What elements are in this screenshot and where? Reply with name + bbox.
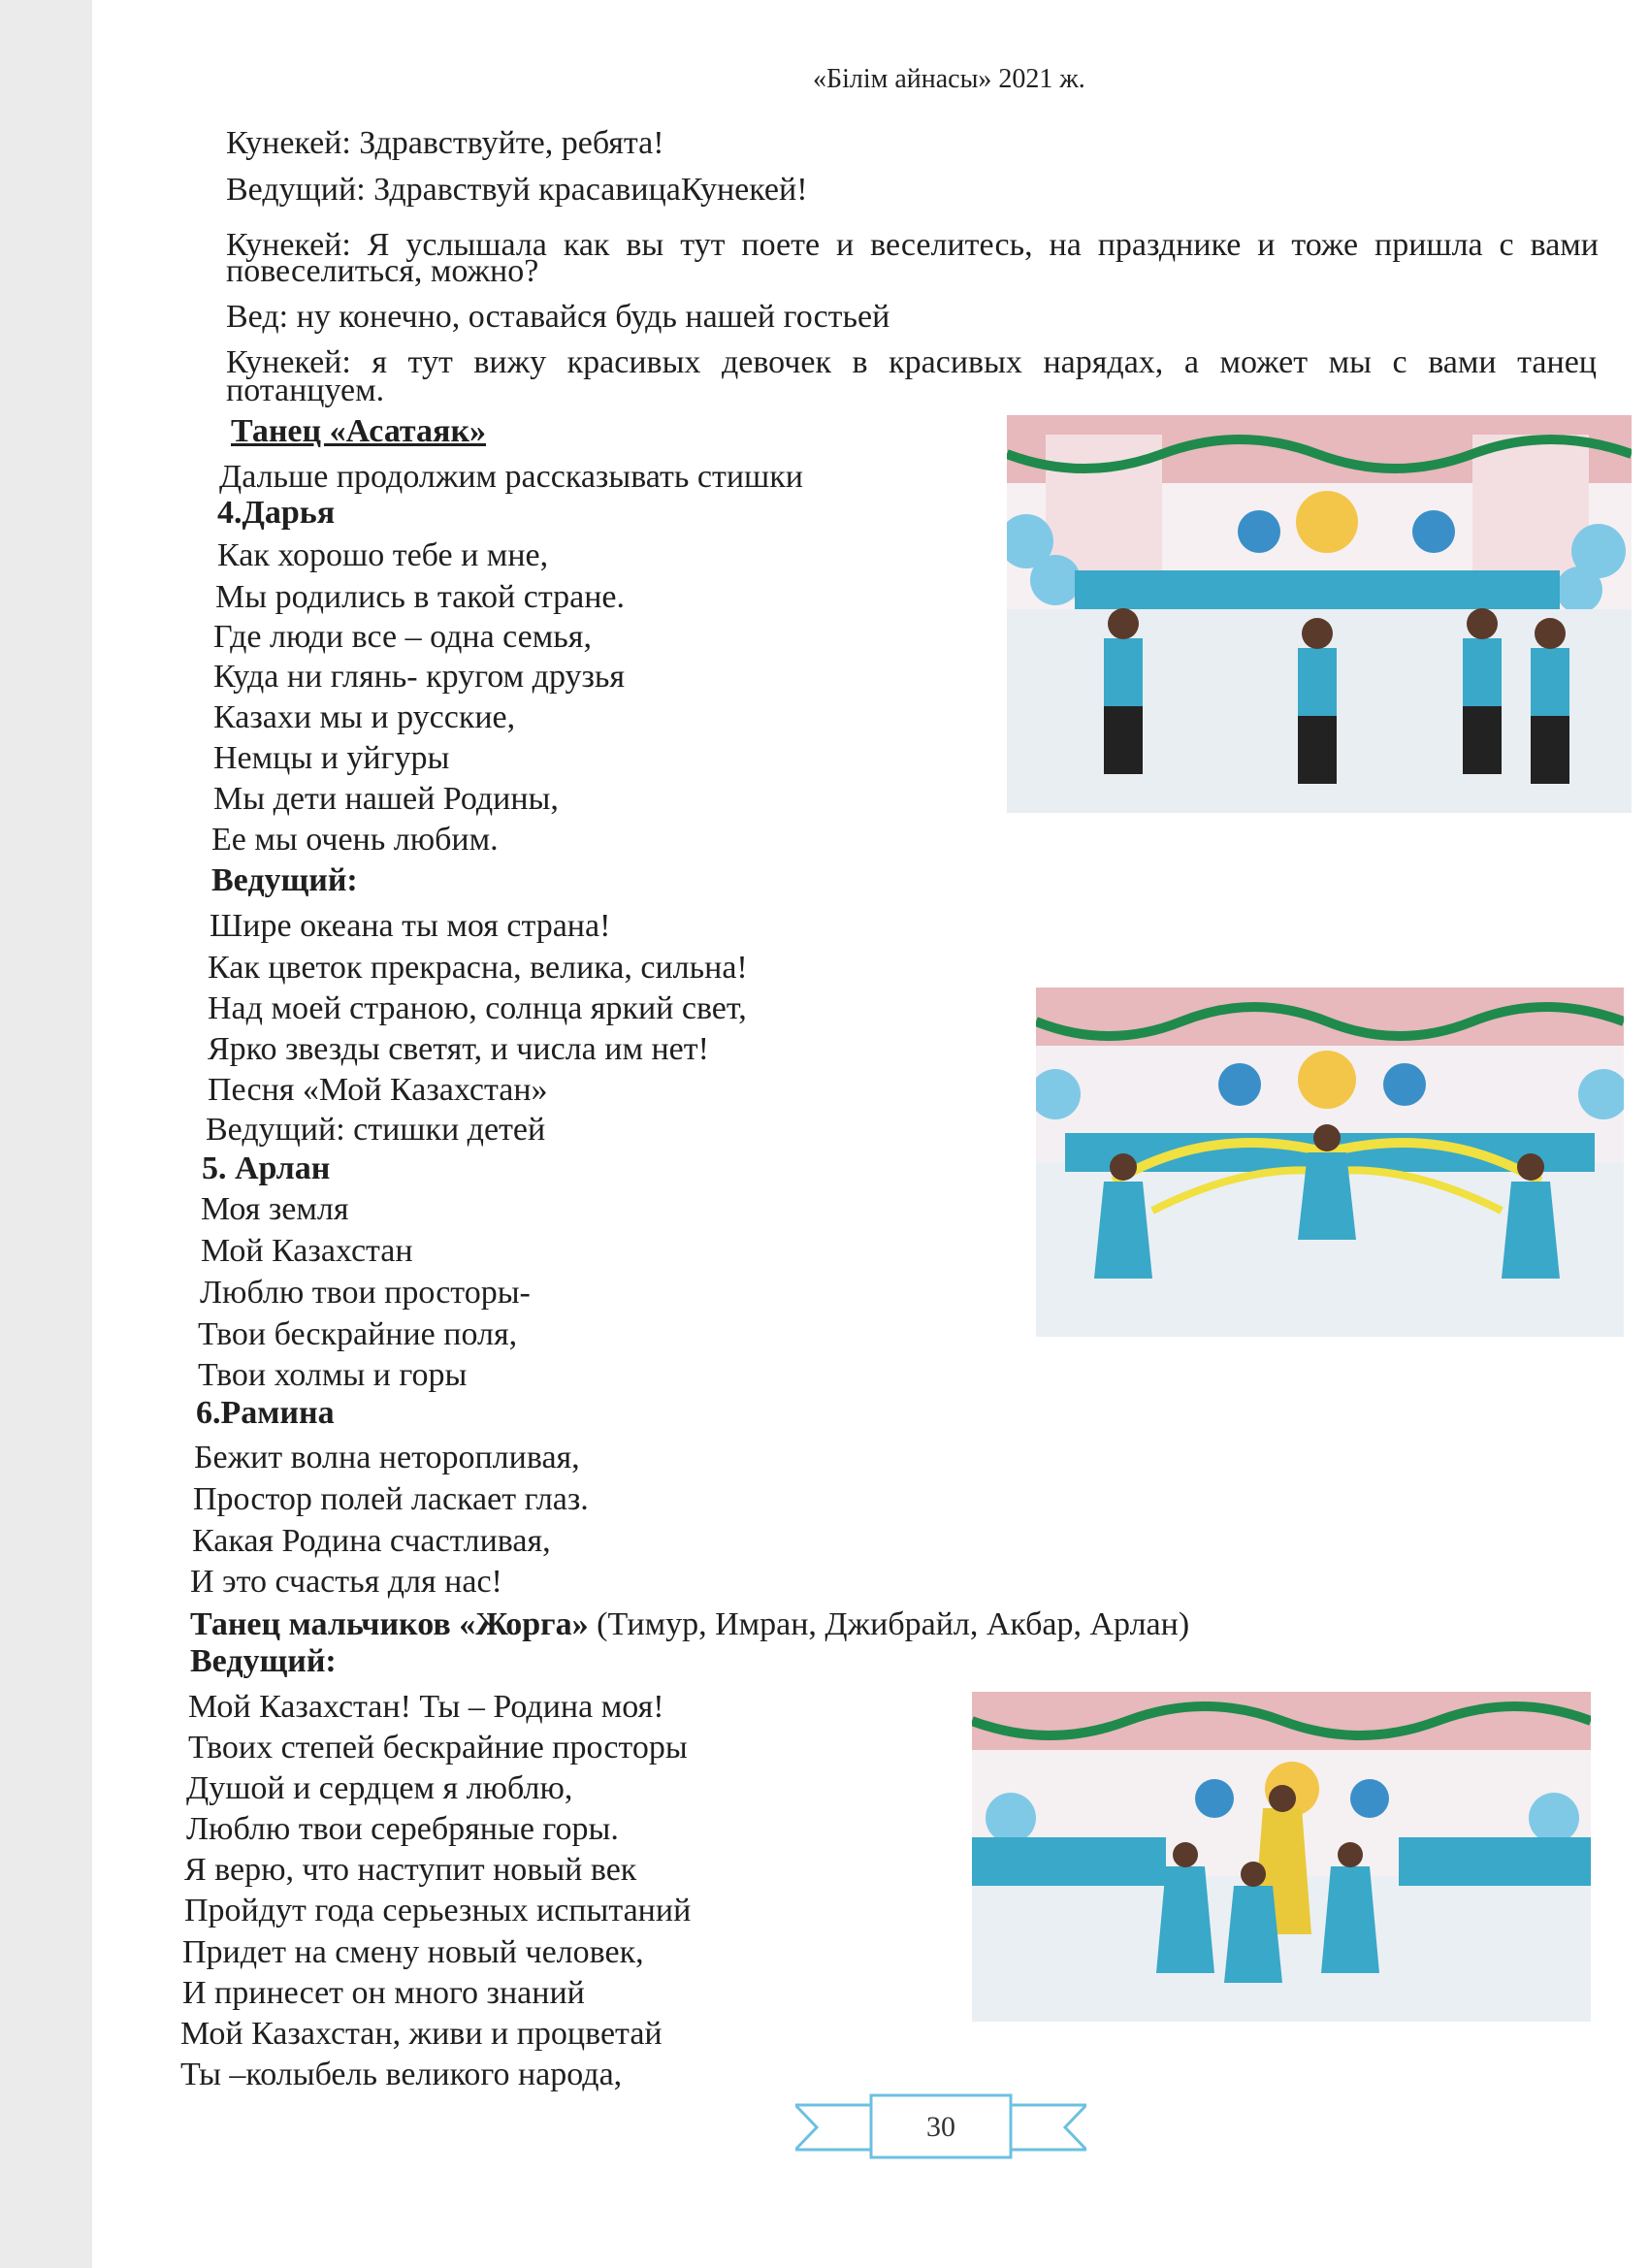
journal-header: «Білім айнасы» 2021 ж. xyxy=(813,64,1085,94)
poem-line: Придет на смену новый человек, xyxy=(182,1934,644,1970)
page-number-ribbon xyxy=(795,2093,1086,2161)
poem-line: Мой Казахстан xyxy=(201,1233,413,1269)
poem-line: Как цветок прекрасна, велика, сильна! xyxy=(208,950,748,986)
poem-line: Твои бескрайние поля, xyxy=(198,1316,518,1352)
dialogue-line: Кунекей: Я услышала как вы тут поете и веселитесь, на празднике и тоже пришла с вами xyxy=(226,227,1599,263)
poem-line: Простор полей ласкает глаз. xyxy=(193,1481,589,1517)
poem-line: Моя земля xyxy=(201,1191,349,1227)
dialogue-line: Кунекей: я тут вижу красивых девочек в красивых нарядах, а может мы с вами танец xyxy=(226,344,1597,380)
dance-photo-asatayak xyxy=(1007,415,1632,813)
speaker-heading: Ведущий: xyxy=(190,1643,337,1679)
text-line: Дальше продолжим рассказывать стишки xyxy=(219,459,803,495)
poem-line: Шире океана ты моя страна! xyxy=(210,908,611,944)
poem-line: Мой Казахстан, живи и процветай xyxy=(180,2016,663,2052)
speaker-heading: 5. Арлан xyxy=(202,1150,331,1186)
poem-line: Куда ни глянь- кругом друзья xyxy=(213,659,626,695)
dance-line xyxy=(190,1605,1189,1644)
dance-photo-kunekei xyxy=(972,1692,1591,2022)
dance-title: Танец «Асатаяк» xyxy=(231,413,487,449)
poem-line: Мы родились в такой стране. xyxy=(215,579,625,615)
dialogue-line: Вед: ну конечно, оставайся будь нашей гостьей xyxy=(226,299,890,335)
song-photo-my-kazakhstan xyxy=(1036,988,1624,1337)
dialogue-line: потанцуем. xyxy=(226,373,385,408)
poem-line: Как хорошо тебе и мне, xyxy=(217,537,549,573)
poem-line: Над моей страною, солнца яркий свет, xyxy=(208,990,747,1026)
poem-line: Твоих степей бескрайние просторы xyxy=(188,1730,688,1766)
dance-title: Танец мальчиков «Жорга» xyxy=(190,1606,589,1642)
poem-line: Я верю, что наступит новый век xyxy=(184,1852,637,1888)
poem-line: Немцы и уйгуры xyxy=(213,740,450,776)
poem-line: Ярко звезды светят, и числа им нет! xyxy=(208,1031,709,1067)
poem-line: Люблю твои просторы- xyxy=(200,1275,531,1311)
speaker-heading: 6.Рамина xyxy=(196,1395,335,1431)
photo-illustration xyxy=(1007,415,1632,813)
poem-line: Мы дети нашей Родины, xyxy=(213,781,559,817)
poem-line: Ты –колыбель великого народа, xyxy=(180,2057,623,2092)
poem-line: Ведущий: стишки детей xyxy=(206,1112,546,1148)
photo-illustration xyxy=(972,1692,1591,2022)
poem-line: И это счастья для нас! xyxy=(190,1564,502,1600)
speaker-heading: 4.Дарья xyxy=(217,495,336,531)
poem-line: Ее мы очень любим. xyxy=(211,822,499,858)
poem-line: Твои холмы и горы xyxy=(198,1357,468,1393)
poem-line: Люблю твои серебряные горы. xyxy=(186,1811,619,1847)
poem-line: Душой и сердцем я люблю, xyxy=(186,1770,573,1806)
poem-line: Мой Казахстан! Ты – Родина моя! xyxy=(188,1689,664,1725)
page-number: 30 xyxy=(926,2111,955,2143)
dialogue-line: Ведущий: Здравствуй красавицаКунекей! xyxy=(226,172,808,208)
poem-line: Какая Родина счастливая, xyxy=(192,1523,551,1559)
poem-line: И принесет он много знаний xyxy=(182,1975,585,2011)
poem-line: Пройдут года серьезных испытаний xyxy=(184,1893,692,1928)
dialogue-line: повеселиться, можно? xyxy=(226,253,539,289)
song-line: Песня «Мой Казахстан» xyxy=(208,1072,548,1108)
photo-illustration xyxy=(1036,988,1624,1337)
poem-line: Где люди все – одна семья, xyxy=(213,619,592,655)
dialogue-line: Кунекей: Здравствуйте, ребята! xyxy=(226,125,664,161)
speaker-heading: Ведущий: xyxy=(211,862,358,898)
poem-line: Казахи мы и русские, xyxy=(213,699,516,735)
poem-line: Бежит волна неторопливая, xyxy=(194,1440,580,1475)
dance-participants: (Тимур, Имран, Джибрайл, Акбар, Арлан) xyxy=(588,1606,1190,1642)
